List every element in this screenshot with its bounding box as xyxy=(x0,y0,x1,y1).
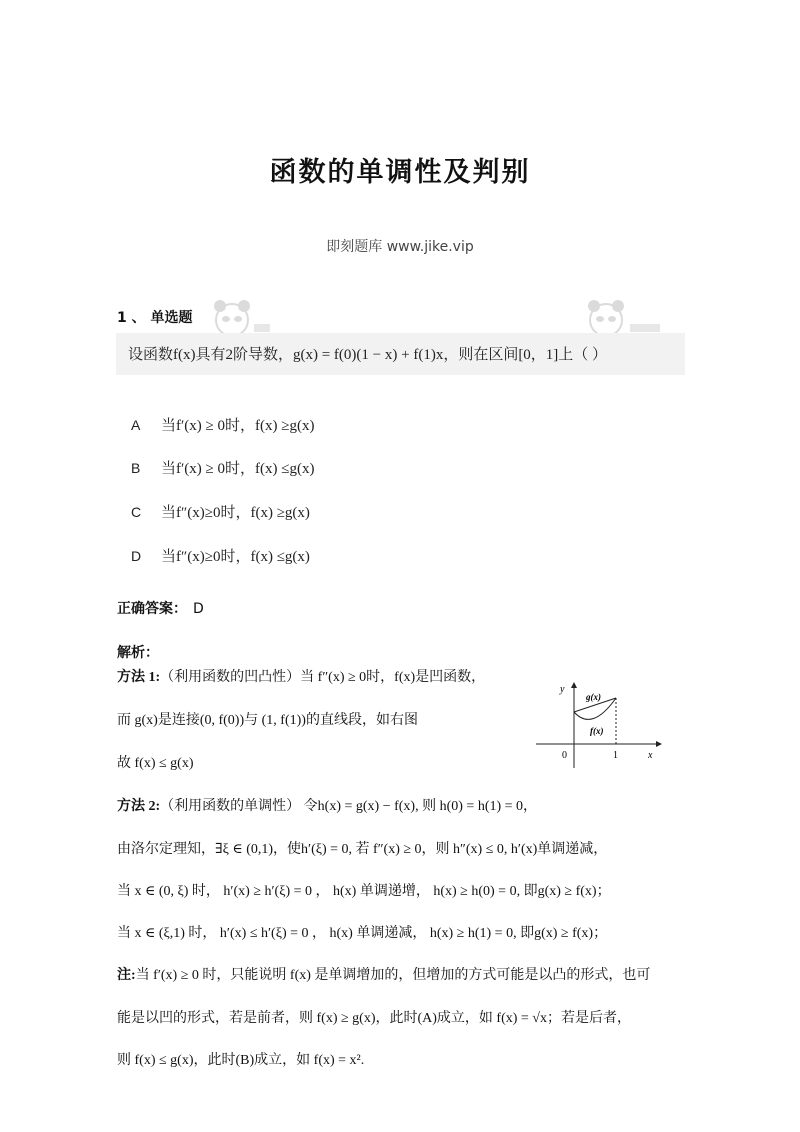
note-line1 xyxy=(117,964,650,984)
method1-label: 方法 1: xyxy=(117,670,161,685)
option-letter: C xyxy=(131,504,142,520)
source-subtitle: 即刻题库 www.jike.vip xyxy=(326,239,474,255)
note-text: 当 f′(x) ≥ 0 时，只能说明 f(x) 是单调增加的，但增加的方式可能是以凸的形式，也可 xyxy=(135,968,651,983)
method2-line4: 当 x ∈ (ξ,1) 时， h′(x) ≤ h′(ξ) = 0 ， h(x) 单调递减， h(x) ≥ h(1) = 0, 即g(x) ≥ f(x)； xyxy=(117,926,608,941)
method2-line1 xyxy=(117,795,537,815)
answer-label: 正确答案： xyxy=(117,601,187,617)
option-text: 当f″(x)≥0时，f(x) ≥g(x) xyxy=(161,505,310,521)
note-line3: 则 f(x) ≤ g(x)，此时(B)成立，如 f(x) = x². xyxy=(117,1053,365,1068)
method1-line3: 故 f(x) ≤ g(x) xyxy=(117,756,194,771)
page-title: 函数的单调性及判别 xyxy=(269,157,531,188)
option-text: 当f′(x) ≥ 0时，f(x) ≤g(x) xyxy=(161,461,315,477)
method1-text: （利用函数的凹凸性）当 f″(x) ≥ 0时，f(x)是凹函数， xyxy=(160,670,486,685)
method2-line3: 当 x ∈ (0, ξ) 时， h′(x) ≥ h′(ξ) = 0 ， h(x) 单调递增， h(x) ≥ h(0) = 0, 即g(x) ≥ f(x)； xyxy=(117,884,611,899)
one-label: 1 xyxy=(613,750,618,761)
option-letter: D xyxy=(131,548,142,564)
option-text: 当f′(x) ≥ 0时，f(x) ≥g(x) xyxy=(161,418,315,434)
option-d[interactable] xyxy=(131,545,310,566)
option-text: 当f″(x)≥0时，f(x) ≤g(x) xyxy=(161,549,310,565)
option-letter: B xyxy=(131,460,141,476)
note-label: 注: xyxy=(117,968,136,983)
panda-watermark-icon xyxy=(570,294,670,338)
method2-label: 方法 2: xyxy=(117,799,161,814)
method2-text: （利用函数的单调性） 令h(x) = g(x) − f(x), 则 h(0) = h(1) = 0， xyxy=(160,799,538,814)
panda-watermark-icon xyxy=(196,294,276,338)
g-label: g(x) xyxy=(586,692,601,702)
y-axis-arrow-icon xyxy=(571,682,577,688)
method1-line2: 而 g(x)是连接(0, f(0))与 (1, f(1))的直线段，如右图 xyxy=(117,713,418,728)
option-c[interactable] xyxy=(131,501,310,522)
method2-line2: 由洛尔定理知，∃ξ ∈ (0,1)，使h′(ξ) = 0, 若 f″(x) ≥ 0，则 h″(x) ≤ 0, h′(x)单调递减， xyxy=(117,842,608,857)
answer-value: D xyxy=(193,601,204,617)
option-a[interactable] xyxy=(131,414,314,435)
question-header: 1 、 单选题 xyxy=(117,310,193,326)
x-axis-arrow-icon xyxy=(656,741,662,747)
option-b[interactable] xyxy=(131,457,314,478)
y-axis-label: y xyxy=(560,684,565,695)
origin-label: 0 xyxy=(562,750,567,761)
option-letter: A xyxy=(131,417,141,433)
question-box xyxy=(116,333,685,375)
f-label: f(x) xyxy=(590,726,604,736)
convexity-graph xyxy=(532,682,662,768)
question-text: 设函数f(x)具有2阶导数，g(x) = f(0)(1 − x) + f(1)x，则在区间[0，1]上（ ） xyxy=(128,347,608,363)
analysis-label: 解析： xyxy=(117,645,159,661)
note-line2: 能是以凹的形式，若是前者，则 f(x) ≥ g(x)，此时(A)成立，如 f(x) = √x；若是后者， xyxy=(117,1011,631,1026)
method1-line1 xyxy=(117,666,485,686)
x-axis-label: x xyxy=(648,750,653,761)
correct-answer xyxy=(117,598,204,618)
